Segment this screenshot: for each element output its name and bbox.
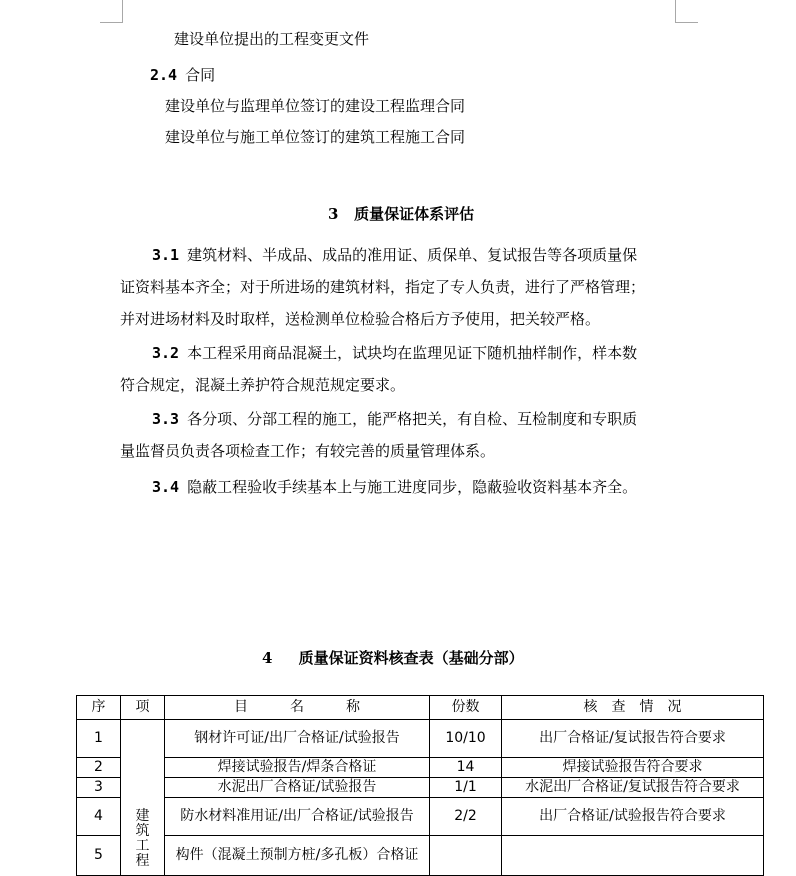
page-margin-marker-left [100, 0, 123, 23]
item-name: 水泥出厂合格证/试验报告 [165, 778, 430, 798]
para-3-1-line-2: 证资料基本齐全；对于所进场的建筑材料，指定了专人负责，进行了严格管理； [120, 278, 646, 296]
para-3-2-line-2: 符合规定，混凝土养护符合规范规定要求。 [120, 376, 406, 394]
para-number: 3.4 [152, 478, 180, 496]
row-number: 5 [77, 836, 121, 876]
item-count: 1/1 [430, 778, 502, 798]
quality-check-table [76, 695, 764, 876]
para-number: 3.2 [152, 344, 180, 362]
section-3-heading [328, 204, 474, 224]
check-status: 焊接试验报告符合要求 [502, 758, 764, 778]
section-number: 3 [328, 205, 339, 223]
page-margin-marker-right [675, 0, 698, 23]
para-number: 3.3 [152, 410, 180, 428]
para-text: 本工程采用商品混凝土，试块均在监理见证下随机抽样制作，样本数 [187, 344, 638, 362]
row-number: 3 [77, 778, 121, 798]
table-row [77, 720, 764, 758]
item-name: 构件（混凝土预制方桩/多孔板）合格证 [165, 836, 430, 876]
para-text: 建筑材料、半成品、成品的准用证、质保单、复试报告等各项质量保 [187, 246, 638, 264]
section-4-heading [262, 648, 524, 668]
category-cell [121, 720, 165, 876]
table-row [77, 836, 764, 876]
check-status [502, 836, 764, 876]
para-3-2-line-1 [152, 343, 637, 363]
header-cell: 核 查 情 况 [502, 696, 764, 720]
item-count: 2/2 [430, 798, 502, 836]
row-number: 2 [77, 758, 121, 778]
section-title: 质量保证体系评估 [354, 205, 475, 223]
table-row [77, 778, 764, 798]
header-cell: 项 [121, 696, 165, 720]
para-3-1-line-3: 并对进场材料及时取样，送检测单位检验合格后方予使用，把关较严格。 [120, 310, 601, 328]
item-count [430, 836, 502, 876]
para-3-3-line-1 [152, 409, 637, 429]
check-status: 水泥出厂合格证/复试报告符合要求 [502, 778, 764, 798]
table-row [77, 798, 764, 836]
section-number: 2.4 [150, 66, 178, 84]
category-label: 建 筑 工 程 [135, 808, 150, 869]
header-cell: 份数 [430, 696, 502, 720]
item-name: 焊接试验报告/焊条合格证 [165, 758, 430, 778]
section-number: 4 [262, 649, 273, 667]
para-text: 隐蔽工程验收手续基本上与施工进度同步，隐蔽验收资料基本齐全。 [187, 478, 638, 496]
table-header-row [77, 696, 764, 720]
para-3-3-line-2: 量监督员负责各项检查工作；有较完善的质量管理体系。 [120, 442, 496, 460]
section-2-4-heading [150, 65, 215, 85]
item-count: 14 [430, 758, 502, 778]
table-row [77, 758, 764, 778]
para-text: 各分项、分部工程的施工，能严格把关，有自检、互检制度和专职质 [187, 410, 638, 428]
check-status: 出厂合格证/试验报告符合要求 [502, 798, 764, 836]
para-3-4-line-1 [152, 477, 637, 497]
header-cell: 序 [77, 696, 121, 720]
row-number: 1 [77, 720, 121, 758]
check-status: 出厂合格证/复试报告符合要求 [502, 720, 764, 758]
section-title: 质量保证资料核查表（基础分部） [298, 649, 524, 667]
para-3-1-line-1 [152, 245, 637, 265]
item-count: 10/10 [430, 720, 502, 758]
contract-item: 建设单位与监理单位签订的建设工程监理合同 [165, 97, 466, 115]
para-number: 3.1 [152, 246, 180, 264]
contract-item: 建设单位与施工单位签订的建筑工程施工合同 [165, 128, 466, 146]
item-name: 防水材料准用证/出厂合格证/试验报告 [165, 798, 430, 836]
row-number: 4 [77, 798, 121, 836]
section-title: 合同 [185, 66, 216, 84]
item-name: 钢材许可证/出厂合格证/试验报告 [165, 720, 430, 758]
section-2-tail-line: 建设单位提出的工程变更文件 [174, 30, 370, 48]
header-cell: 目 名 称 [165, 696, 430, 720]
